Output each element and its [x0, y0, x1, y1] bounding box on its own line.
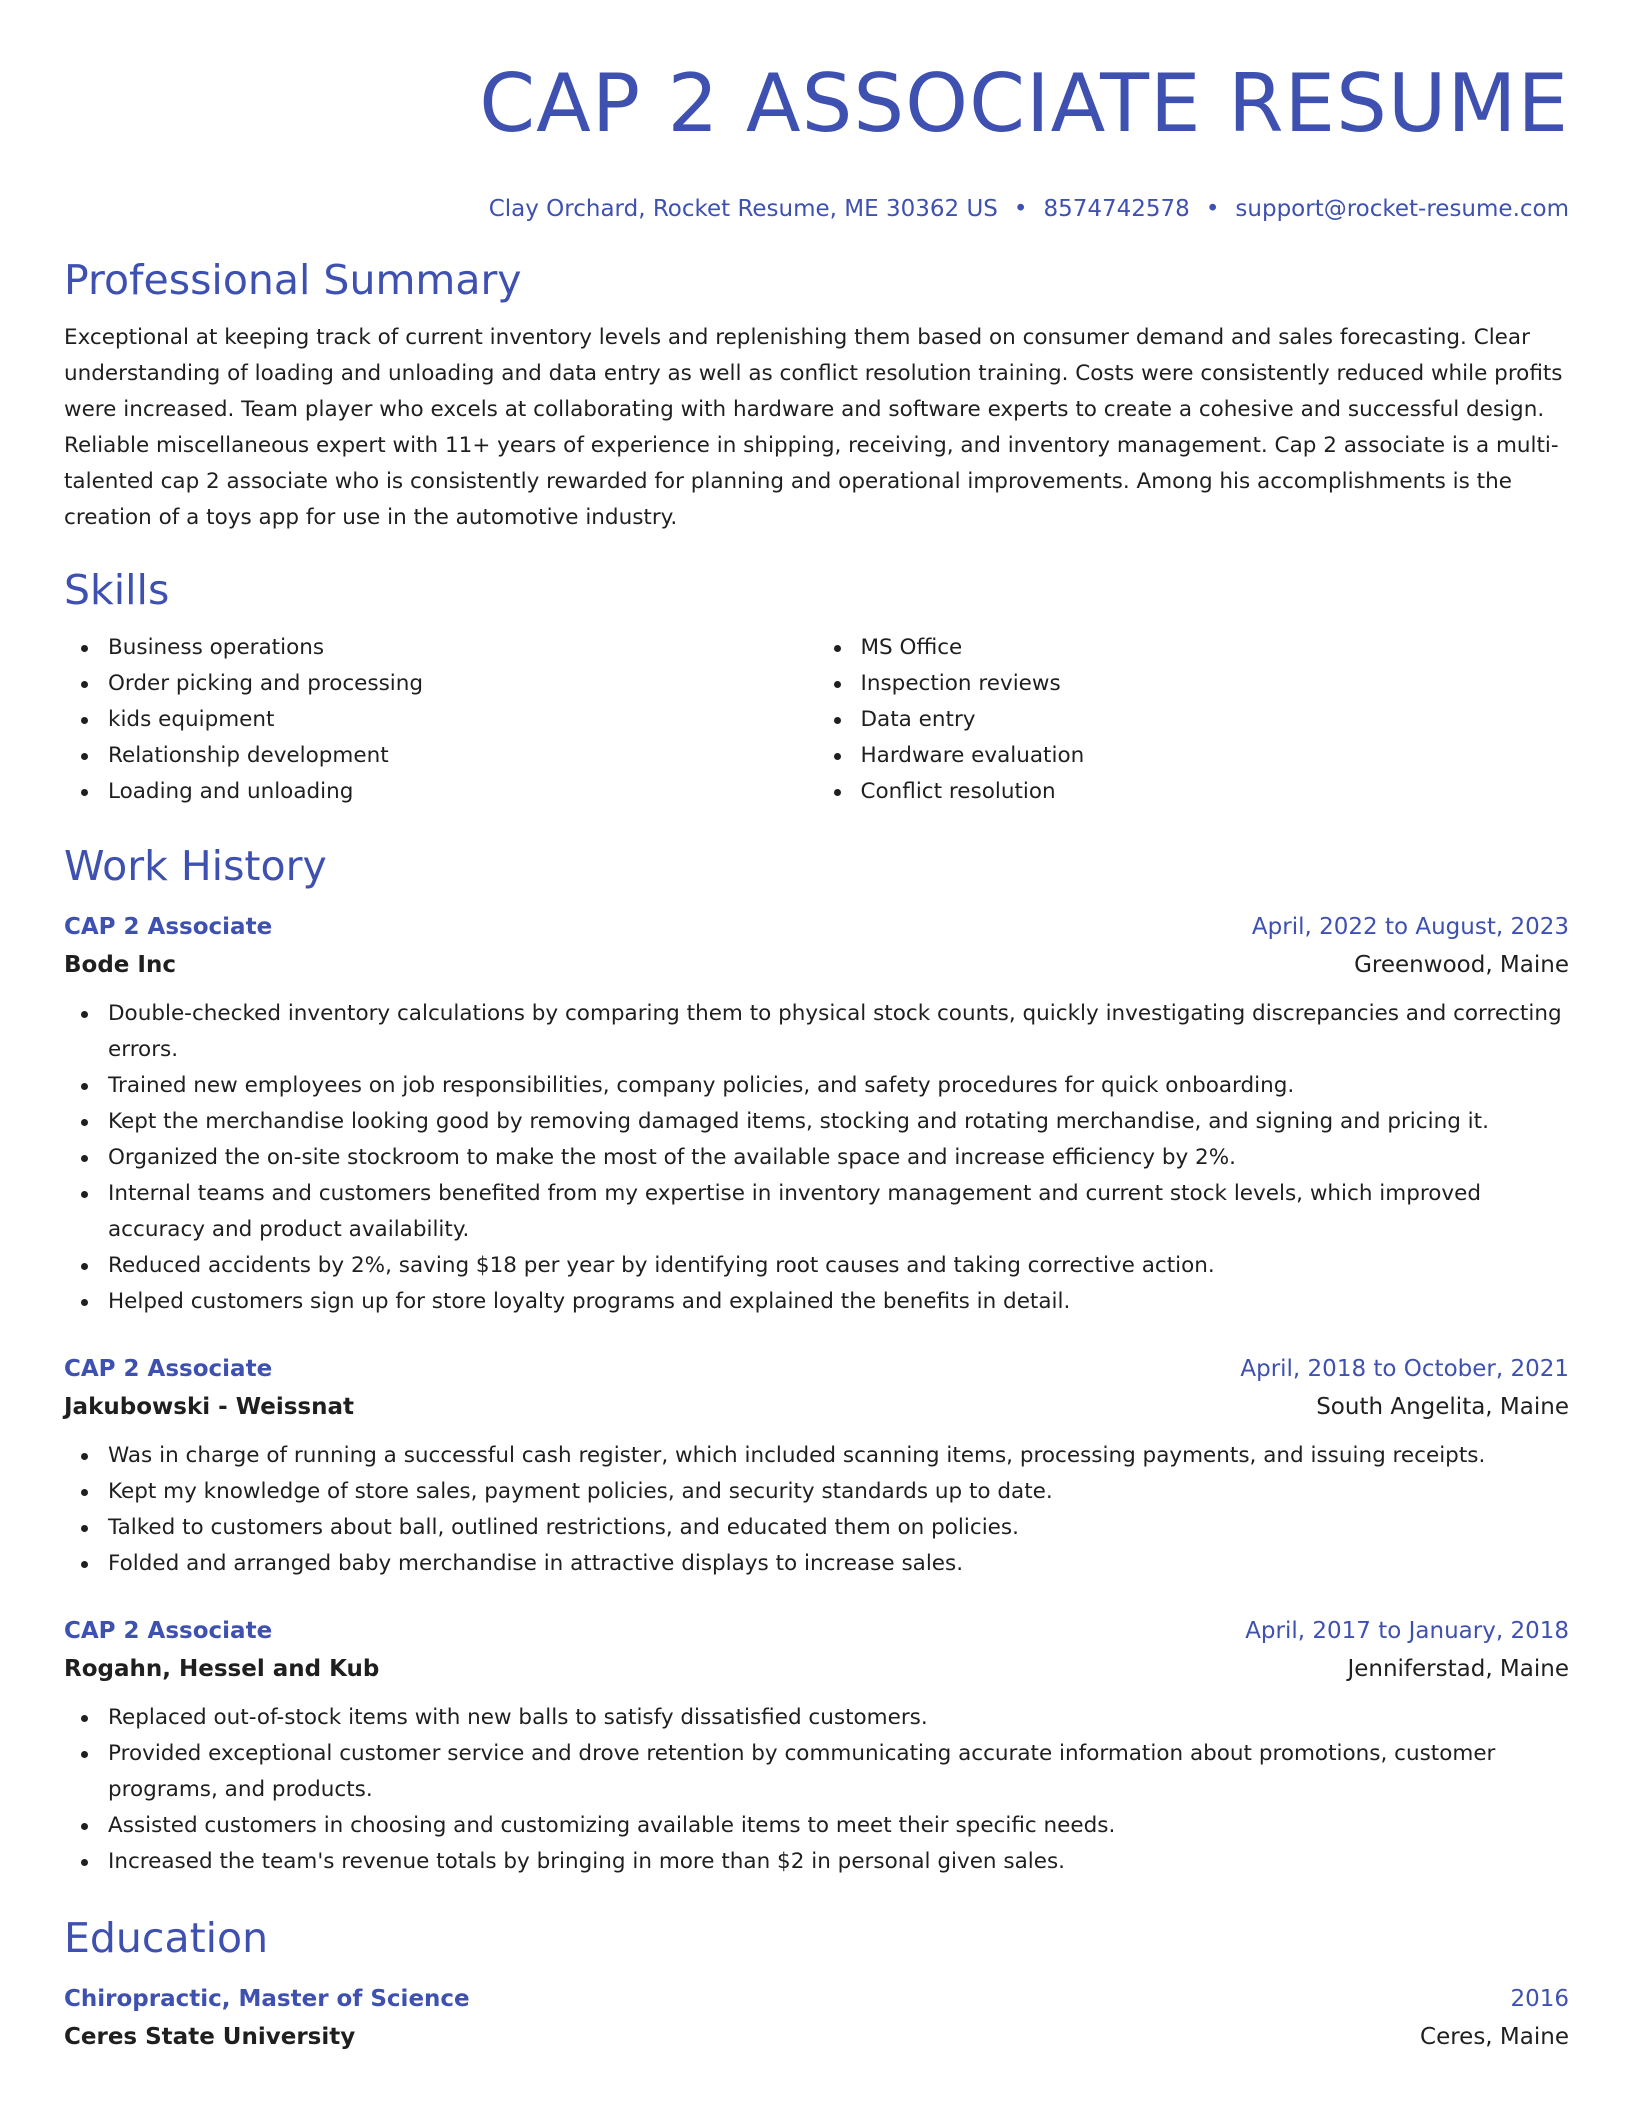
contact-address: Clay Orchard, Rocket Resume, ME 30362 US [488, 196, 998, 222]
job-company: Jakubowski - Weissnat [64, 1394, 354, 1420]
skills-list [64, 630, 1569, 810]
skill-item: Hardware evaluation [817, 738, 1570, 774]
education-school: Ceres State University [64, 2024, 356, 2050]
skill-item: kids equipment [64, 702, 817, 738]
job-header [64, 908, 1569, 946]
education-location: Ceres, Maine [1420, 2024, 1569, 2050]
job-bullet: Helped customers sign up for store loyalty programs and explained the benefits in detail. [64, 1284, 1569, 1320]
skill-item: Data entry [817, 702, 1570, 738]
skill-item: MS Office [817, 630, 1570, 666]
job-company: Rogahn, Hessel and Kub [64, 1656, 380, 1682]
job-bullet: Folded and arranged baby merchandise in attractive displays to increase sales. [64, 1546, 1569, 1582]
job-bullets [64, 1700, 1569, 1880]
job-title: CAP 2 Associate [64, 1618, 273, 1644]
skill-item: Order picking and processing [64, 666, 817, 702]
job-dates: April, 2017 to January, 2018 [1245, 1618, 1569, 1644]
job-bullet: Trained new employees on job responsibilities, company policies, and safety procedures for quick onboarding. [64, 1068, 1569, 1104]
job-header [64, 1350, 1569, 1388]
job-location: Greenwood, Maine [1354, 952, 1569, 978]
job-bullet: Provided exceptional customer service and drove retention by communicating accurate information about promotions, customer programs, and products. [64, 1736, 1569, 1808]
contact-separator: • [1013, 196, 1028, 222]
skill-item: Loading and unloading [64, 774, 817, 810]
contact-email: support@rocket-resume.com [1235, 196, 1569, 222]
education-degree: Chiropractic, Master of Science [64, 1986, 470, 2012]
skills-column-left [64, 630, 817, 810]
job-dates: April, 2022 to August, 2023 [1251, 914, 1569, 940]
job-subheader [64, 946, 1569, 984]
job-location: South Angelita, Maine [1316, 1394, 1569, 1420]
job-subheader [64, 1650, 1569, 1688]
education-header [64, 1980, 1569, 2018]
job-bullet: Organized the on-site stockroom to make the most of the available space and increase efficiency by 2%. [64, 1140, 1569, 1176]
resume-title: CAP 2 ASSOCIATE RESUME [479, 57, 1569, 150]
summary-heading: Professional Summary [64, 256, 522, 304]
job-bullet: Increased the team's revenue totals by bringing in more than $2 in personal given sales. [64, 1844, 1569, 1880]
job-bullet: Reduced accidents by 2%, saving $18 per year by identifying root causes and taking corrective action. [64, 1248, 1569, 1284]
job-dates: April, 2018 to October, 2021 [1240, 1356, 1569, 1382]
skill-item: Inspection reviews [817, 666, 1570, 702]
job-bullet: Talked to customers about ball, outlined restrictions, and educated them on policies. [64, 1510, 1569, 1546]
contact-line [64, 194, 1569, 224]
job-bullet: Double-checked inventory calculations by comparing them to physical stock counts, quickly investigating discrepancies and correcting errors. [64, 996, 1569, 1068]
job-bullet: Kept the merchandise looking good by removing damaged items, stocking and rotating merchandise, and signing and pricing it. [64, 1104, 1569, 1140]
skills-heading: Skills [64, 566, 170, 614]
education-entry [64, 1980, 1569, 2056]
contact-separator: • [1205, 196, 1220, 222]
job-company: Bode Inc [64, 952, 176, 978]
education-heading: Education [64, 1914, 269, 1962]
job-title: CAP 2 Associate [64, 914, 273, 940]
job-bullet: Internal teams and customers benefited from my expertise in inventory management and current stock levels, which improved accuracy and product availability. [64, 1176, 1569, 1248]
education-year: 2016 [1510, 1986, 1569, 2012]
job-bullet: Kept my knowledge of store sales, payment policies, and security standards up to date. [64, 1474, 1569, 1510]
job-header [64, 1612, 1569, 1650]
skill-item: Relationship development [64, 738, 817, 774]
job-title: CAP 2 Associate [64, 1356, 273, 1382]
job-entry [64, 1350, 1569, 1582]
skills-column-right [817, 630, 1570, 810]
contact-phone: 8574742578 [1043, 196, 1190, 222]
job-entry [64, 908, 1569, 1320]
skill-item: Conflict resolution [817, 774, 1570, 810]
work-history-heading: Work History [64, 842, 327, 890]
job-bullet: Replaced out-of-stock items with new balls to satisfy dissatisfied customers. [64, 1700, 1569, 1736]
job-bullets [64, 1438, 1569, 1582]
skill-item: Business operations [64, 630, 817, 666]
job-subheader [64, 1388, 1569, 1426]
job-location: Jenniferstad, Maine [1347, 1656, 1569, 1682]
job-bullet: Assisted customers in choosing and customizing available items to meet their specific needs. [64, 1808, 1569, 1844]
job-entry [64, 1612, 1569, 1880]
summary-text: Exceptional at keeping track of current inventory levels and replenishing them based on consumer demand and sales forecasting. Clear understanding of loading and unloading and data entry as well as conflict resolution training. Costs were consistently reduced while profits were increased. Team player who excels at collaborating with hardware and software experts to create a cohesive and successful design. Reliable miscellaneous expert with 11+ years of experience in shipping, receiving, and inventory management. Cap 2 associate is a multi-talented cap 2 associate who is consistently rewarded for planning and operational improvements. Among his accomplishments is the creation of a toys app for use in the automotive industry. [64, 325, 1563, 530]
job-bullets [64, 996, 1569, 1320]
job-bullet: Was in charge of running a successful cash register, which included scanning items, processing payments, and issuing receipts. [64, 1438, 1569, 1474]
education-subheader [64, 2018, 1569, 2056]
